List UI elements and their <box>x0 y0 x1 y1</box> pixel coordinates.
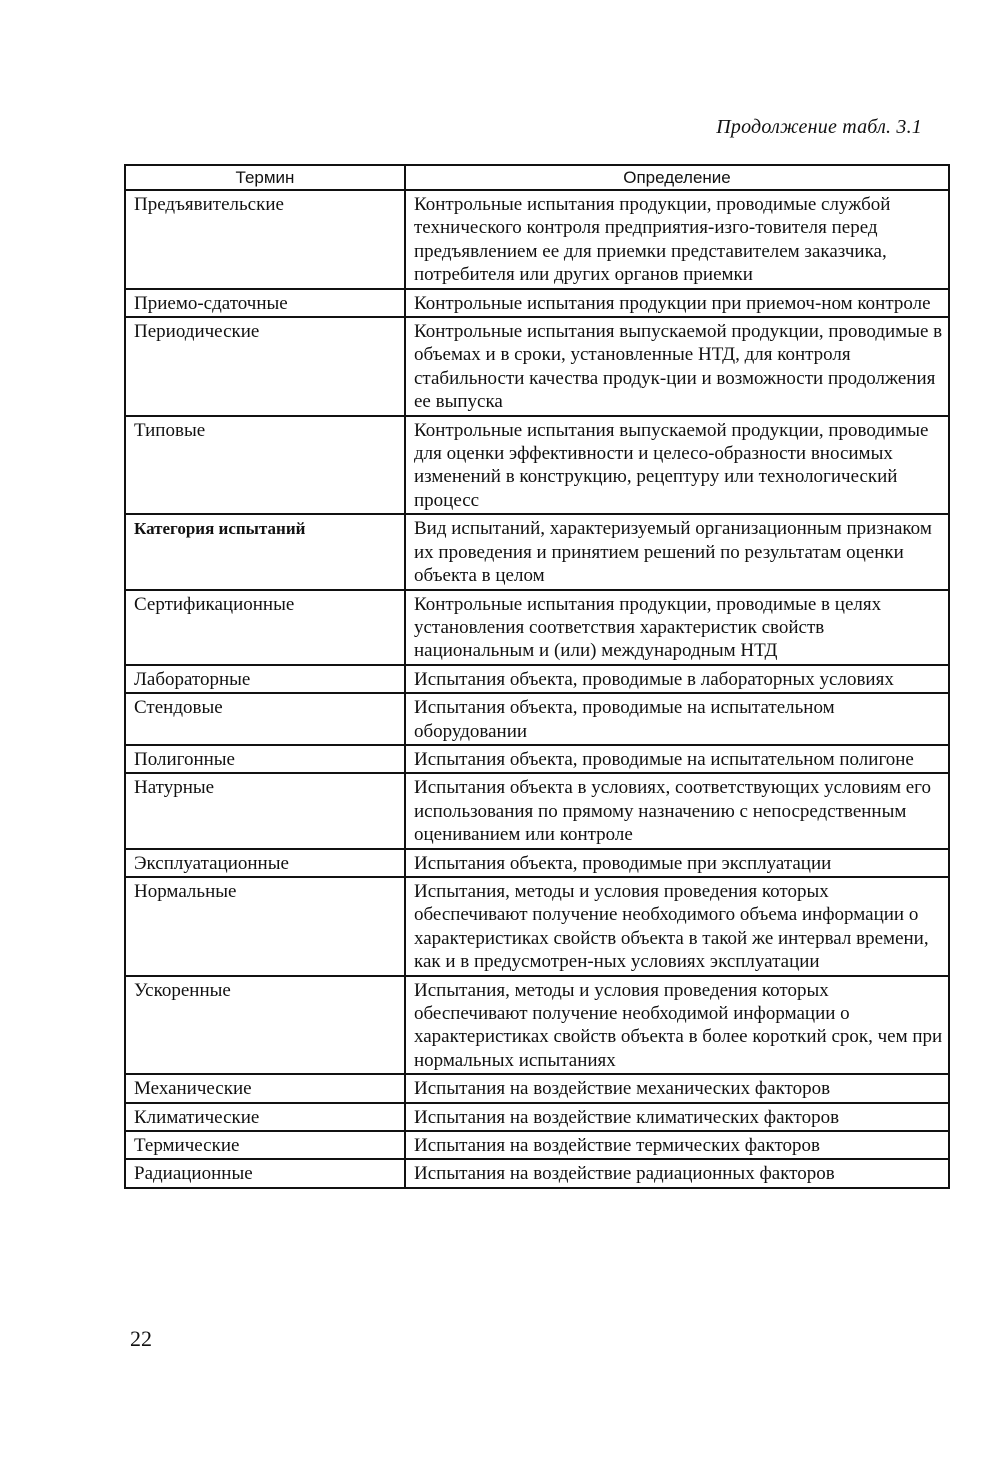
definition-cell: Испытания на воздействие радиационных факторов <box>405 1159 949 1187</box>
definition-cell: Контрольные испытания продукции при приемоч-ном контроле <box>405 289 949 317</box>
term-cell: Климатические <box>125 1103 405 1131</box>
term-cell: Приемо-сдаточные <box>125 289 405 317</box>
table-row <box>125 976 949 1075</box>
definition-cell: Испытания, методы и условия проведения которых обеспечивают получение необходимой информации о характеристиках свойств объекта в более короткий срок, чем при нормальных испытаниях <box>405 976 949 1075</box>
definition-cell: Испытания объекта в условиях, соответствующих условиям его использования по прямому назначению с непосредственным оцениванием или контроле <box>405 773 949 848</box>
definition-cell: Испытания объекта, проводимые на испытательном оборудовании <box>405 693 949 745</box>
terms-table <box>124 164 950 1189</box>
table-row <box>125 416 949 515</box>
table-row <box>125 745 949 773</box>
table-row <box>125 693 949 745</box>
header-term: Термин <box>125 165 405 190</box>
term-cell: Нормальные <box>125 877 405 976</box>
table-row <box>125 514 949 589</box>
term-cell: Стендовые <box>125 693 405 745</box>
term-cell: Полигонные <box>125 745 405 773</box>
table-row <box>125 877 949 976</box>
table-caption: Продолжение табл. 3.1 <box>716 116 922 138</box>
table-row <box>125 665 949 693</box>
term-cell: Типовые <box>125 416 405 515</box>
definition-cell: Испытания объекта, проводимые при эксплуатации <box>405 849 949 877</box>
definition-cell: Контрольные испытания выпускаемой продукции, проводимые в объемах и в сроки, установленные НТД, для контроля стабильности качества продук-ции и возможности продолжения ее выпуска <box>405 317 949 416</box>
definition-cell: Испытания, методы и условия проведения которых обеспечивают получение необходимого объема информации о характеристиках свойств объекта в такой же интервал времени, как и в предусмотрен-ных условиях эксплуатации <box>405 877 949 976</box>
term-cell: Радиационные <box>125 1159 405 1187</box>
definition-cell: Испытания на воздействие климатических факторов <box>405 1103 949 1131</box>
definition-cell: Контрольные испытания продукции, проводимые в целях установления соответствия характеристик свойств национальным и (или) международным НТД <box>405 590 949 665</box>
term-cell: Термические <box>125 1131 405 1159</box>
table-row <box>125 190 949 289</box>
definition-cell: Контрольные испытания выпускаемой продукции, проводимые для оценки эффективности и целесо-образности вносимых изменений в конструкцию, рецептуру или технологический процесс <box>405 416 949 515</box>
term-cell: Натурные <box>125 773 405 848</box>
table-row <box>125 289 949 317</box>
page-number: 22 <box>130 1326 152 1351</box>
term-cell: Лабораторные <box>125 665 405 693</box>
definition-cell: Испытания на воздействие термических факторов <box>405 1131 949 1159</box>
table-row <box>125 317 949 416</box>
term-cell: Механические <box>125 1074 405 1102</box>
term-cell: Категория испытаний <box>125 514 405 589</box>
definition-cell: Испытания на воздействие механических факторов <box>405 1074 949 1102</box>
term-cell: Периодические <box>125 317 405 416</box>
table-header-row <box>125 165 949 190</box>
header-definition: Определение <box>405 165 949 190</box>
table-row <box>125 1131 949 1159</box>
table-row <box>125 849 949 877</box>
table-row <box>125 1159 949 1187</box>
term-cell: Ускоренные <box>125 976 405 1075</box>
table-row <box>125 773 949 848</box>
term-cell: Предъявительские <box>125 190 405 289</box>
table-row <box>125 1074 949 1102</box>
definition-cell: Контрольные испытания продукции, проводимые службой технического контроля предприятия-изго-товителя перед предъявлением ее для приемки представителем заказчика, потребителя или других органов приемки <box>405 190 949 289</box>
definition-cell: Вид испытаний, характеризуемый организационным признаком их проведения и принятием решений по результатам оценки объекта в целом <box>405 514 949 589</box>
table-row <box>125 590 949 665</box>
table-row <box>125 1103 949 1131</box>
definition-cell: Испытания объекта, проводимые на испытательном полигоне <box>405 745 949 773</box>
term-cell: Сертификационные <box>125 590 405 665</box>
definition-cell: Испытания объекта, проводимые в лабораторных условиях <box>405 665 949 693</box>
term-cell: Эксплуатационные <box>125 849 405 877</box>
